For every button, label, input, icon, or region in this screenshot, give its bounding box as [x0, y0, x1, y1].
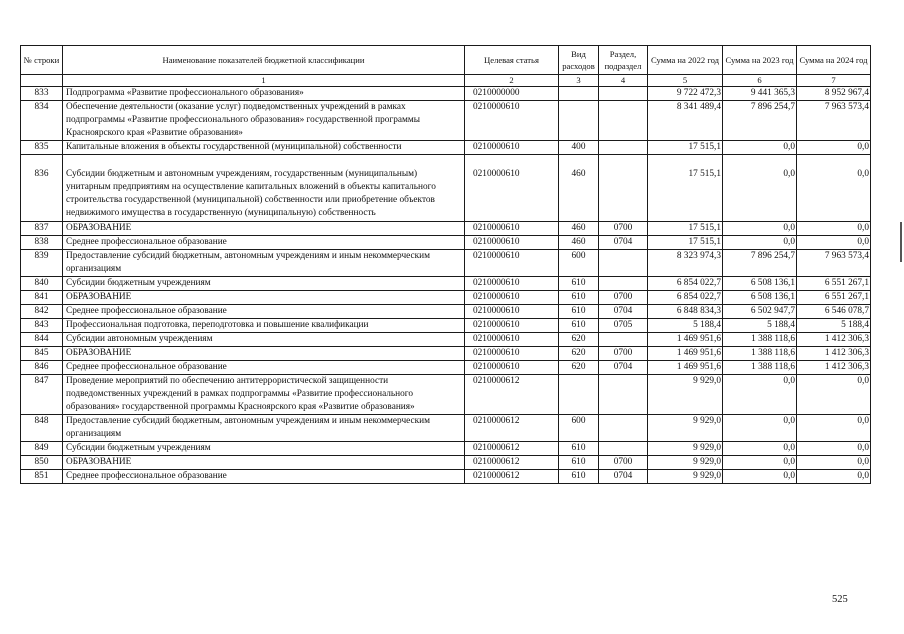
- row-number: 835: [21, 141, 63, 155]
- row-name: Среднее профессиональное образование: [63, 361, 465, 375]
- row-vid: 610: [559, 470, 599, 484]
- row-sum-2022: 1 469 951,6: [648, 333, 723, 347]
- row-vid: [559, 101, 599, 141]
- row-sum-2024: 0,0: [797, 442, 871, 456]
- row-target: 0210000610: [465, 236, 559, 250]
- header-row-no: № строки: [21, 46, 63, 75]
- row-target: 0210000000: [465, 87, 559, 101]
- row-sum-2023: 0,0: [723, 442, 797, 456]
- row-sum-2023: 0,0: [723, 470, 797, 484]
- table-row: [21, 333, 871, 347]
- row-sum-2024: 7 963 573,4: [797, 250, 871, 277]
- row-number: 850: [21, 456, 63, 470]
- row-section: [599, 415, 648, 442]
- table-row: [21, 250, 871, 277]
- row-vid: 460: [559, 236, 599, 250]
- row-sum-2023: 0,0: [723, 375, 797, 415]
- table-row: [21, 347, 871, 361]
- row-sum-2022: 17 515,1: [648, 141, 723, 155]
- row-name: Обеспечение деятельности (оказание услуг) подведомственных учреждений в рамках подпрограммы «Развитие профессионального образования» государственной программы Красноярского края «Развитие образования»: [63, 101, 465, 141]
- row-section: [599, 155, 648, 222]
- row-number: 836: [21, 155, 63, 222]
- row-name: Субсидии бюджетным учреждениям: [63, 442, 465, 456]
- row-target: 0210000610: [465, 155, 559, 222]
- row-target: 0210000612: [465, 415, 559, 442]
- row-vid: 600: [559, 250, 599, 277]
- row-target: 0210000610: [465, 305, 559, 319]
- row-vid: 460: [559, 155, 599, 222]
- row-vid: 620: [559, 347, 599, 361]
- table-row: [21, 305, 871, 319]
- row-target: 0210000610: [465, 250, 559, 277]
- row-name: Проведение мероприятий по обеспечению антитеррористической защищенности подведомственных учреждений в рамках подпрограммы «Развитие профессионального образования» государственной программы Красноярского края «Развитие образования»: [63, 375, 465, 415]
- row-number: 849: [21, 442, 63, 456]
- row-sum-2023: 7 896 254,7: [723, 101, 797, 141]
- row-sum-2024: 1 412 306,3: [797, 361, 871, 375]
- row-vid: [559, 375, 599, 415]
- row-vid: [559, 87, 599, 101]
- row-number: 842: [21, 305, 63, 319]
- row-sum-2024: 6 546 078,7: [797, 305, 871, 319]
- table-row: [21, 155, 871, 222]
- row-vid: 610: [559, 319, 599, 333]
- row-sum-2022: 17 515,1: [648, 222, 723, 236]
- row-sum-2022: 6 854 022,7: [648, 277, 723, 291]
- col-number: 4: [599, 75, 648, 87]
- row-sum-2022: 17 515,1: [648, 155, 723, 222]
- row-sum-2022: 8 341 489,4: [648, 101, 723, 141]
- row-section: 0704: [599, 236, 648, 250]
- row-section: 0704: [599, 361, 648, 375]
- row-target: 0210000612: [465, 470, 559, 484]
- row-name: Субсидии бюджетным и автономным учреждениям, государственным (муниципальным) унитарным предприятиям на осуществление капитальных вложений в объекты капитального строительства государственной (муниципальной) собственности или приобретение объектов недвижимого имущества в государственную (муниципальную) собственность: [63, 155, 465, 222]
- row-vid: 610: [559, 277, 599, 291]
- row-number: 839: [21, 250, 63, 277]
- row-section: [599, 250, 648, 277]
- row-sum-2022: 6 848 834,3: [648, 305, 723, 319]
- row-target: 0210000612: [465, 375, 559, 415]
- row-number: 840: [21, 277, 63, 291]
- row-sum-2023: 0,0: [723, 236, 797, 250]
- row-target: 0210000610: [465, 222, 559, 236]
- table-row: [21, 442, 871, 456]
- row-section: [599, 87, 648, 101]
- row-sum-2023: 0,0: [723, 415, 797, 442]
- row-name: Капитальные вложения в объекты государственной (муниципальной) собственности: [63, 141, 465, 155]
- row-sum-2022: 9 929,0: [648, 442, 723, 456]
- header-section: Раздел, подраздел: [599, 46, 648, 75]
- row-number: 846: [21, 361, 63, 375]
- row-sum-2022: 1 469 951,6: [648, 347, 723, 361]
- table-row: [21, 236, 871, 250]
- row-sum-2024: 1 412 306,3: [797, 347, 871, 361]
- col-number: 1: [63, 75, 465, 87]
- row-number: 845: [21, 347, 63, 361]
- row-sum-2024: 0,0: [797, 141, 871, 155]
- row-sum-2023: 0,0: [723, 222, 797, 236]
- row-sum-2024: 0,0: [797, 375, 871, 415]
- row-sum-2023: 9 441 365,3: [723, 87, 797, 101]
- row-sum-2022: 9 929,0: [648, 415, 723, 442]
- row-name: ОБРАЗОВАНИЕ: [63, 456, 465, 470]
- table-row: [21, 375, 871, 415]
- col-number: [21, 75, 63, 87]
- row-sum-2023: 1 388 118,6: [723, 333, 797, 347]
- row-vid: 600: [559, 415, 599, 442]
- row-number: 838: [21, 236, 63, 250]
- header-vid: Вид расходов: [559, 46, 599, 75]
- row-sum-2023: 7 896 254,7: [723, 250, 797, 277]
- row-section: 0704: [599, 470, 648, 484]
- table-row: [21, 141, 871, 155]
- row-sum-2023: 6 508 136,1: [723, 291, 797, 305]
- row-sum-2022: 6 854 022,7: [648, 291, 723, 305]
- table-header-row: [21, 46, 871, 75]
- row-sum-2023: 5 188,4: [723, 319, 797, 333]
- row-number: 833: [21, 87, 63, 101]
- row-target: 0210000612: [465, 442, 559, 456]
- header-sum-2022: Сумма на 2022 год: [648, 46, 723, 75]
- row-target: 0210000610: [465, 101, 559, 141]
- row-name: Субсидии автономным учреждениям: [63, 333, 465, 347]
- header-target: Целевая статья: [465, 46, 559, 75]
- col-number: 2: [465, 75, 559, 87]
- row-sum-2023: 1 388 118,6: [723, 347, 797, 361]
- row-section: [599, 277, 648, 291]
- row-sum-2024: 0,0: [797, 456, 871, 470]
- row-sum-2024: 0,0: [797, 155, 871, 222]
- row-sum-2022: 9 929,0: [648, 456, 723, 470]
- row-section: 0700: [599, 456, 648, 470]
- row-sum-2024: 6 551 267,1: [797, 291, 871, 305]
- row-sum-2023: 0,0: [723, 141, 797, 155]
- row-target: 0210000610: [465, 141, 559, 155]
- row-target: 0210000610: [465, 333, 559, 347]
- table-row: [21, 291, 871, 305]
- row-target: 0210000610: [465, 277, 559, 291]
- table-row: [21, 456, 871, 470]
- row-sum-2024: 0,0: [797, 236, 871, 250]
- row-number: 844: [21, 333, 63, 347]
- row-number: 848: [21, 415, 63, 442]
- row-sum-2024: 0,0: [797, 222, 871, 236]
- row-number: 847: [21, 375, 63, 415]
- row-vid: 400: [559, 141, 599, 155]
- row-section: [599, 333, 648, 347]
- budget-table: [20, 45, 871, 484]
- col-number: 7: [797, 75, 871, 87]
- row-sum-2024: 0,0: [797, 470, 871, 484]
- table-row: [21, 415, 871, 442]
- row-vid: 610: [559, 456, 599, 470]
- table-row: [21, 361, 871, 375]
- row-vid: 610: [559, 291, 599, 305]
- row-section: [599, 101, 648, 141]
- row-section: 0700: [599, 291, 648, 305]
- row-sum-2022: 9 929,0: [648, 375, 723, 415]
- table-row: [21, 470, 871, 484]
- row-sum-2022: 1 469 951,6: [648, 361, 723, 375]
- table-row: [21, 222, 871, 236]
- row-number: 851: [21, 470, 63, 484]
- row-number: 841: [21, 291, 63, 305]
- row-number: 837: [21, 222, 63, 236]
- row-sum-2023: 6 502 947,7: [723, 305, 797, 319]
- header-sum-2023: Сумма на 2023 год: [723, 46, 797, 75]
- row-name: Предоставление субсидий бюджетным, автономным учреждениям и иным некоммерческим организациям: [63, 415, 465, 442]
- row-vid: 610: [559, 305, 599, 319]
- row-name: Среднее профессиональное образование: [63, 305, 465, 319]
- row-sum-2022: 9 929,0: [648, 470, 723, 484]
- col-number: 5: [648, 75, 723, 87]
- row-sum-2022: 17 515,1: [648, 236, 723, 250]
- row-name: Подпрограмма «Развитие профессионального образования»: [63, 87, 465, 101]
- row-section: [599, 375, 648, 415]
- row-vid: 610: [559, 442, 599, 456]
- row-sum-2024: 5 188,4: [797, 319, 871, 333]
- table-row: [21, 87, 871, 101]
- row-vid: 620: [559, 333, 599, 347]
- row-sum-2024: 1 412 306,3: [797, 333, 871, 347]
- table-row: [21, 101, 871, 141]
- row-name: Предоставление субсидий бюджетным, автономным учреждениям и иным некоммерческим организациям: [63, 250, 465, 277]
- row-name: Субсидии бюджетным учреждениям: [63, 277, 465, 291]
- col-number: 6: [723, 75, 797, 87]
- row-section: 0705: [599, 319, 648, 333]
- row-target: 0210000610: [465, 291, 559, 305]
- header-name: Наименование показателей бюджетной классификации: [63, 46, 465, 75]
- row-number: 834: [21, 101, 63, 141]
- row-sum-2024: 8 952 967,4: [797, 87, 871, 101]
- table-row: [21, 319, 871, 333]
- row-sum-2022: 5 188,4: [648, 319, 723, 333]
- row-section: [599, 141, 648, 155]
- row-sum-2024: 0,0: [797, 415, 871, 442]
- column-number-row: [21, 75, 871, 87]
- row-section: 0700: [599, 222, 648, 236]
- row-section: [599, 442, 648, 456]
- page-number: 525: [832, 594, 848, 605]
- row-section: 0704: [599, 305, 648, 319]
- col-number: 3: [559, 75, 599, 87]
- row-sum-2022: 9 722 472,3: [648, 87, 723, 101]
- row-sum-2023: 1 388 118,6: [723, 361, 797, 375]
- row-sum-2023: 6 508 136,1: [723, 277, 797, 291]
- row-sum-2024: 7 963 573,4: [797, 101, 871, 141]
- row-name: ОБРАЗОВАНИЕ: [63, 347, 465, 361]
- row-name: ОБРАЗОВАНИЕ: [63, 291, 465, 305]
- row-section: 0700: [599, 347, 648, 361]
- row-sum-2023: 0,0: [723, 456, 797, 470]
- row-vid: 620: [559, 361, 599, 375]
- row-target: 0210000610: [465, 319, 559, 333]
- header-sum-2024: Сумма на 2024 год: [797, 46, 871, 75]
- row-sum-2024: 6 551 267,1: [797, 277, 871, 291]
- row-sum-2023: 0,0: [723, 155, 797, 222]
- scan-edge-mark: [900, 222, 902, 262]
- table-row: [21, 277, 871, 291]
- row-name: Среднее профессиональное образование: [63, 236, 465, 250]
- row-sum-2022: 8 323 974,3: [648, 250, 723, 277]
- row-name: Профессиональная подготовка, переподготовка и повышение квалификации: [63, 319, 465, 333]
- row-name: Среднее профессиональное образование: [63, 470, 465, 484]
- row-target: 0210000612: [465, 456, 559, 470]
- row-vid: 460: [559, 222, 599, 236]
- row-target: 0210000610: [465, 347, 559, 361]
- row-target: 0210000610: [465, 361, 559, 375]
- row-number: 843: [21, 319, 63, 333]
- row-name: ОБРАЗОВАНИЕ: [63, 222, 465, 236]
